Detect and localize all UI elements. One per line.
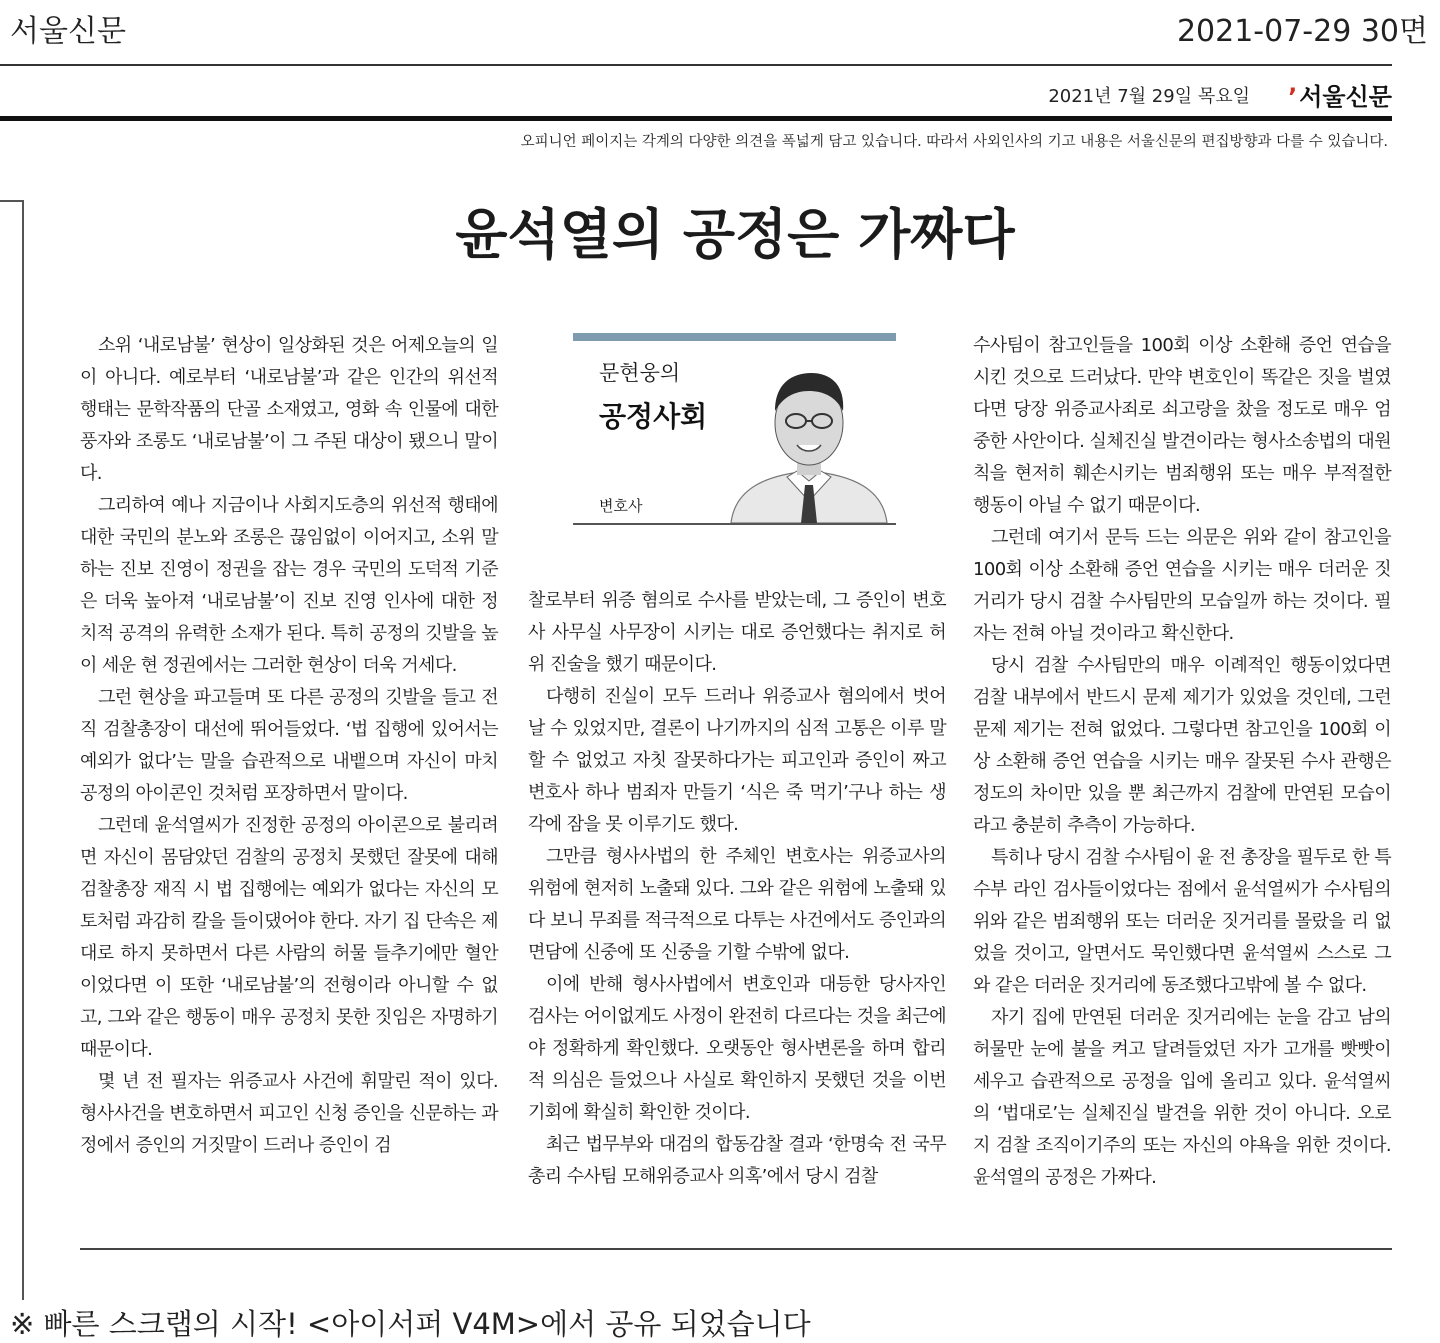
article-bottom-rule [80, 1248, 1392, 1250]
paragraph: 소위 ‘내로남불’ 현상이 일상화된 것은 어제오늘의 일이 아니다. 예로부터 ‘내로남불’과 같은 인간의 위선적 행태는 문학작품의 단골 소재였고, 영화 속 인물에 대한 풍자와 조롱도 ‘내로남불’이 그 주된 대상이 됐으니 말이다. [80, 335, 498, 484]
left-page-edge [0, 200, 24, 1300]
paragraph: 그런데 여기서 문득 드는 의문은 위와 같이 참고인을 100회 이상 소환해 증언 연습을 시키는 매우 더러운 짓거리가 당시 검찰 수사팀만의 모습일까 하는 것이다. 필자는 전혀 아닐 것이라고 확신한다. [973, 527, 1391, 644]
column-author-name: 문현웅의 [599, 361, 681, 385]
article-column-3 [973, 330, 1391, 1194]
author-role: 변호사 [599, 497, 643, 515]
paragraph: 수사팀이 참고인들을 100회 이상 소환해 증언 연습을 시킨 것으로 드러났다. 만약 변호인이 똑같은 짓을 벌였다면 당장 위증교사죄로 쇠고랑을 찼을 정도로 매우 엄중한 사안이다. 실체진실 발견이라는 형사소송법의 대원칙을 현저히 훼손시키는 범죄행위 또는 매우 부적절한 행동이 아닐 수 없기 때문이다. [973, 335, 1391, 516]
article-column-1 [80, 330, 498, 1162]
top-divider [0, 64, 1392, 66]
share-footer-note: ※ 빠른 스크랩의 시작! <아이서퍼 V4M>에서 공유 되었습니다 [10, 1307, 811, 1341]
masthead-logo [1288, 77, 1392, 112]
masthead-divider [0, 116, 1392, 121]
date-page-label: 2021-07-29 30면 [1176, 14, 1428, 49]
byline-bottom-line [573, 523, 896, 525]
paragraph: 다행히 진실이 모두 드러나 위증교사 혐의에서 벗어날 수 있었지만, 결론이 나기까지의 심적 고통은 이루 말할 수 없었고 자칫 잘못하다가는 피고인과 증인이 짜고 변호사 하나 범죄자 만들기 ‘식은 죽 먹기’구나 하는 생각에 잠을 못 이루기도 했다. [528, 686, 946, 835]
paragraph: 찰로부터 위증 혐의로 수사를 받았는데, 그 증인이 변호사 사무실 사무장이 시키는 대로 증언했다는 취지로 허위 진술을 했기 때문이다. [528, 590, 946, 675]
paragraph: 몇 년 전 필자는 위증교사 사건에 휘말린 적이 있다. 형사사건을 변호하면서 피고인 신청 증인을 신문하는 과정에서 증인의 거짓말이 드러나 증인이 검 [80, 1071, 498, 1156]
logo-mark-icon: ’ [1288, 83, 1298, 111]
opinion-notice: 오피니언 페이지는 각계의 다양한 의견을 폭넓게 담고 있습니다. 따라서 사외인사의 기고 내용은 서울신문의 편집방향과 다를 수 있습니다. [520, 134, 1388, 150]
masthead-logo-text: 서울신문 [1299, 83, 1392, 111]
column-series-title: 공정사회 [599, 400, 708, 433]
paragraph: 특히나 당시 검찰 수사팀이 윤 전 총장을 필두로 한 특수부 라인 검사들이었다는 점에서 윤석열씨가 수사팀의 위와 같은 범죄행위 또는 더러운 짓거리를 몰랐을 리 없었을 것이고, 알면서도 묵인했다면 윤석열씨 스스로 그와 같은 더러운 짓거리에 동조했다고밖에 볼 수 없다. [973, 847, 1391, 996]
paragraph: 최근 법무부와 대검의 합동감찰 결과 ‘한명숙 전 국무총리 수사팀 모해위증교사 의혹’에서 당시 검찰 [528, 1134, 946, 1187]
column-byline-box [573, 333, 896, 525]
paragraph: 그리하여 예나 지금이나 사회지도층의 위선적 행태에 대한 국민의 분노와 조롱은 끊임없이 이어지고, 소위 말하는 진보 진영이 정권을 잡는 경우 국민의 도덕적 기준은 더욱 높아져 ‘내로남불’이 진보 진영 인사에 대한 정치적 공격의 유력한 소재가 된다. 특히 공정의 깃발을 높이 세운 현 정권에서는 그러한 현상이 더욱 거세다. [80, 495, 498, 676]
byline-top-bar [573, 333, 896, 341]
article-column-2 [528, 585, 946, 1193]
paragraph: 그런 현상을 파고들며 또 다른 공정의 깃발을 들고 전직 검찰총장이 대선에 뛰어들었다. ‘법 집행에 있어서는 예외가 없다’는 말을 습관적으로 내뱉으며 자신이 마치 공정의 아이콘인 것처럼 포장하면서 말이다. [80, 687, 498, 804]
paragraph: 당시 검찰 수사팀만의 매우 이례적인 행동이었다면 검찰 내부에서 반드시 문제 제기가 있었을 것인데, 그런 문제 제기는 전혀 없었다. 그렇다면 참고인을 100회 이상 소환해 증언 연습을 시키는 매우 잘못된 수사 관행은 정도의 차이만 있을 뿐 최근까지 검찰에 만연된 모습이라고 충분히 추측이 가능하다. [973, 655, 1391, 836]
author-photo [725, 359, 893, 523]
masthead-date: 2021년 7월 29일 목요일 [1048, 86, 1250, 107]
paragraph: 자기 집에 만연된 더러운 짓거리에는 눈을 감고 남의 허물만 눈에 불을 켜고 달려들었던 자가 고개를 빳빳이 세우고 습관적으로 공정을 입에 올리고 있다. 윤석열씨의 ‘법대로’는 실체진실 발견을 위한 것이 아니다. 오로지 검찰 조직이기주의 또는 자신의 야욕을 위한 것이다. 윤석열의 공정은 가짜다. [973, 1007, 1391, 1188]
article-headline: 윤석열의 공정은 가짜다 [455, 202, 1015, 266]
paragraph: 그런데 윤석열씨가 진정한 공정의 아이콘으로 불리려면 자신이 몸담았던 검찰의 공정치 못했던 잘못에 대해 검찰총장 재직 시 법 집행에는 예외가 없다는 자신의 모토처럼 과감히 칼을 들이댔어야 한다. 자기 집 단속은 제대로 하지 못하면서 다른 사람의 허물 들추기에만 혈안이었다면 이 또한 ‘내로남불’의 전형이라 아니할 수 없고, 그와 같은 행동이 매우 공정치 못한 짓임은 자명하기 때문이다. [80, 815, 498, 1060]
source-label: 서울신문 [10, 14, 126, 49]
paragraph: 이에 반해 형사사법에서 변호인과 대등한 당사자인 검사는 어이없게도 사정이 완전히 다르다는 것을 최근에야 정확하게 확인했다. 오랫동안 형사변론을 하며 합리적 의심은 들었으나 사실로 확인하지 못했던 것을 이번 기회에 확실히 확인한 것이다. [528, 974, 946, 1123]
paragraph: 그만큼 형사사법의 한 주체인 변호사는 위증교사의 위험에 현저히 노출돼 있다. 그와 같은 위험에 노출돼 있다 보니 무죄를 적극적으로 다투는 사건에서도 증인과의 면담에 신중에 또 신중을 기할 수밖에 없다. [528, 846, 946, 963]
